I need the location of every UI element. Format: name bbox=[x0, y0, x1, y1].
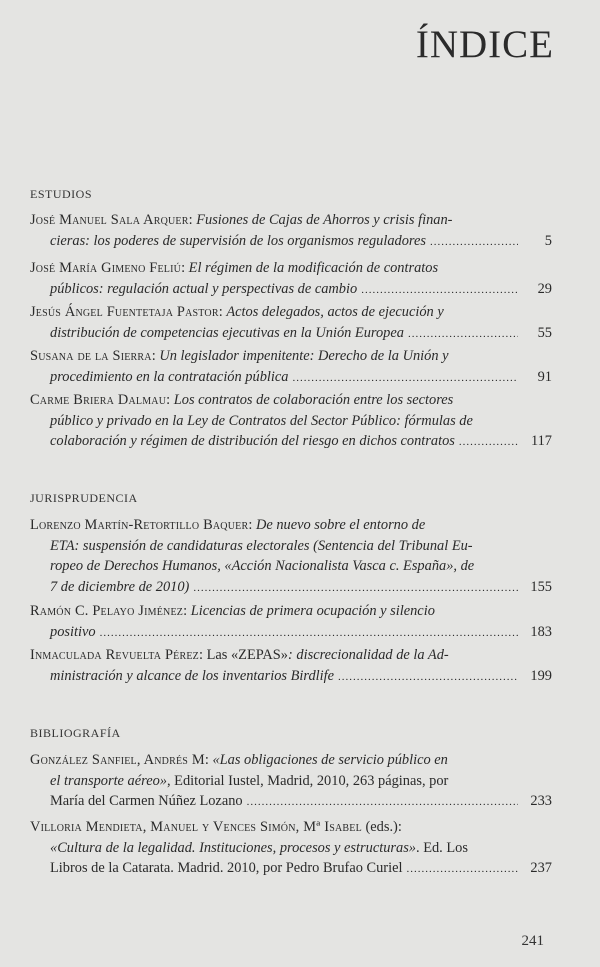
entry-author: José María Gimeno Feliú bbox=[30, 260, 182, 276]
entry-title: «Las obligaciones de servicio público en bbox=[212, 752, 448, 768]
toc-entry-briera-dalmau[interactable]: Carme Briera Dalmau: Los contratos de colaboración entre los sectores público y privado en la Ley de Contratos del Sector Público: fórmulas de colaboración y régimen de distribución del riesgo en dichos contratos ..... 117 bbox=[30, 390, 552, 453]
entry-title-cont: ministración y alcance de los inventarios Birdlife bbox=[50, 667, 335, 684]
entry-title: Fusiones de Cajas de Ahorros y crisis finan- bbox=[196, 212, 453, 228]
entry-title-cont: ETA: suspensión de candidaturas electorales (Sentencia del Tribunal Eu- bbox=[50, 537, 473, 554]
entry-author: Lorenzo Martín-Retortillo Baquer bbox=[30, 517, 249, 533]
section-heading-bibliografia: BIBLIOGRAFÍA bbox=[30, 726, 121, 740]
entry-title-cont: cieras: los poderes de supervisión de los organismos reguladores bbox=[50, 232, 426, 249]
entry-author: Susana de la Sierra bbox=[30, 348, 152, 364]
entry-title: Licencias de primera ocupación y silencio bbox=[190, 603, 435, 619]
leader-dots bbox=[430, 232, 518, 253]
entry-title: El régimen de la modificación de contratos bbox=[188, 260, 439, 276]
leader-dots bbox=[408, 324, 518, 345]
entry-page-number: 5 bbox=[544, 232, 552, 249]
toc-entry-martin-retortillo[interactable]: Lorenzo Martín-Retortillo Baquer: De nuevo sobre el entorno de ETA: suspensión de candidaturas electorales (Sentencia del Tribunal Eu- ropeo de Derechos Humanos, «Acción Nacionalista Vasca c. España», de 7 de diciembre de 2010) ..... 155 bbox=[30, 515, 552, 598]
entry-title-cont: público y privado en la Ley de Contratos del Sector Público: fórmulas de bbox=[50, 412, 473, 429]
leader-dots bbox=[338, 667, 518, 688]
leader-dots bbox=[361, 280, 518, 301]
leader-dots bbox=[247, 792, 518, 813]
entry-page-number: 117 bbox=[530, 433, 552, 449]
entry-title-lead: Las «ZEPAS» bbox=[206, 647, 289, 663]
entry-author: Ramón C. Pelayo Jiménez bbox=[30, 603, 184, 619]
entry-eds: (eds.): bbox=[365, 819, 402, 835]
entry-page-number: 29 bbox=[537, 280, 552, 297]
toc-entry-revuelta-perez[interactable]: Inmaculada Revuelta Pérez: Las «ZEPAS»: discrecionalidad de la Ad- ministración y alcance de los inventarios Birdlife ..... 199 bbox=[30, 645, 552, 687]
entry-author: José Manuel Sala Arquer bbox=[30, 212, 189, 228]
entry-title-cont: colaboración y régimen de distribución del riesgo en dichos contratos bbox=[50, 433, 455, 449]
toc-entry-sala-arquer[interactable]: José Manuel Sala Arquer: Fusiones de Cajas de Ahorros y crisis finan- cieras: los poderes de supervisión de los organismos reguladores ..... 5 bbox=[30, 210, 552, 252]
entry-title-cont: positivo bbox=[50, 623, 96, 640]
toc-entry-gonzalez-sanfiel[interactable]: González Sanfiel, Andrés M: «Las obligaciones de servicio público en el transporte aéreo», Editorial Iustel, Madrid, 2010, 263 páginas, por María del Carmen Núñez Lozano ..... 233 bbox=[30, 750, 552, 813]
entry-page-number: 55 bbox=[537, 324, 552, 341]
section-heading-jurisprudencia: JURISPRUDENCIA bbox=[30, 491, 138, 505]
entry-title: Los contratos de colaboración entre los sectores bbox=[173, 392, 454, 408]
entry-title: De nuevo sobre el entorno de bbox=[255, 517, 426, 533]
toc-entry-villoria-vences[interactable] bbox=[30, 817, 552, 880]
entry-title-cont: distribución de competencias ejecutivas en la Unión Europea bbox=[50, 324, 404, 341]
entry-page-number: 233 bbox=[530, 793, 552, 809]
entry-reviewer: María del Carmen Núñez Lozano bbox=[50, 793, 243, 809]
entry-title-cont: procedimiento en la contratación pública bbox=[50, 368, 289, 385]
entry-author: Carme Briera Dalmau bbox=[30, 392, 167, 408]
entry-author: González Sanfiel, Andrés M bbox=[30, 752, 205, 768]
entry-author: Inmaculada Revuelta Pérez bbox=[30, 647, 199, 663]
leader-dots bbox=[292, 368, 518, 389]
entry-page-number: 237 bbox=[530, 860, 552, 876]
entry-page-number: 155 bbox=[530, 578, 552, 595]
toc-entry-gimeno-feliu[interactable]: José María Gimeno Feliú: El régimen de la modificación de contratos públicos: regulación actual y perspectivas de cambio ..... 29 bbox=[30, 258, 552, 300]
entry-author: Jesús Ángel Fuentetaja Pastor bbox=[30, 304, 219, 320]
entry-reviewer: Libros de la Catarata. Madrid. 2010, por Pedro Brufao Curiel bbox=[50, 860, 403, 876]
entry-title-cont: ropeo de Derechos Humanos, «Acción Nacionalista Vasca c. España», de bbox=[50, 558, 475, 574]
toc-entry-fuentetaja-pastor[interactable]: Jesús Ángel Fuentetaja Pastor: Actos delegados, actos de ejecución y distribución de competencias ejecutivas en la Unión Europea ..... 55 bbox=[30, 302, 552, 344]
entry-page-number: 199 bbox=[530, 667, 552, 684]
entry-title-cont: el transporte aéreo» bbox=[50, 772, 167, 789]
entry-title: Actos delegados, actos de ejecución y bbox=[226, 304, 444, 320]
leader-dots bbox=[100, 623, 518, 644]
entry-title-cont: «Cultura de la legalidad. Instituciones, procesos y estructuras» bbox=[50, 839, 416, 856]
entry-title: Un legislador impenitente: Derecho de la Unión y bbox=[159, 348, 449, 364]
page-title: ÍNDICE bbox=[415, 23, 554, 66]
leader-dots bbox=[459, 432, 518, 453]
page-folio-number: 241 bbox=[521, 933, 544, 949]
section-heading-estudios: ESTUDIOS bbox=[30, 187, 93, 201]
entry-author: Villoria Mendieta, Manuel y Vences Simón, Mª Isabel bbox=[30, 819, 362, 835]
toc-entry-pelayo-jimenez[interactable]: Ramón C. Pelayo Jiménez: Licencias de primera ocupación y silencio positivo ..... 183 bbox=[30, 601, 552, 643]
entry-title: : discrecionalidad de la Ad- bbox=[288, 647, 449, 663]
toc-entry-de-la-sierra[interactable]: Susana de la Sierra: Un legislador impenitente: Derecho de la Unión y procedimiento en la contratación pública ..... 91 bbox=[30, 346, 552, 388]
entry-publisher: . Ed. Los bbox=[416, 839, 468, 856]
entry-page-number: 91 bbox=[537, 368, 552, 385]
entry-title-cont: públicos: regulación actual y perspectivas de cambio bbox=[50, 280, 358, 297]
entry-publisher: , Editorial Iustel, Madrid, 2010, 263 páginas, por bbox=[166, 772, 449, 789]
entry-page-number: 183 bbox=[530, 623, 552, 640]
leader-dots bbox=[406, 859, 518, 880]
leader-dots bbox=[193, 578, 518, 599]
entry-title-cont: 7 de diciembre de 2010) bbox=[50, 578, 190, 595]
